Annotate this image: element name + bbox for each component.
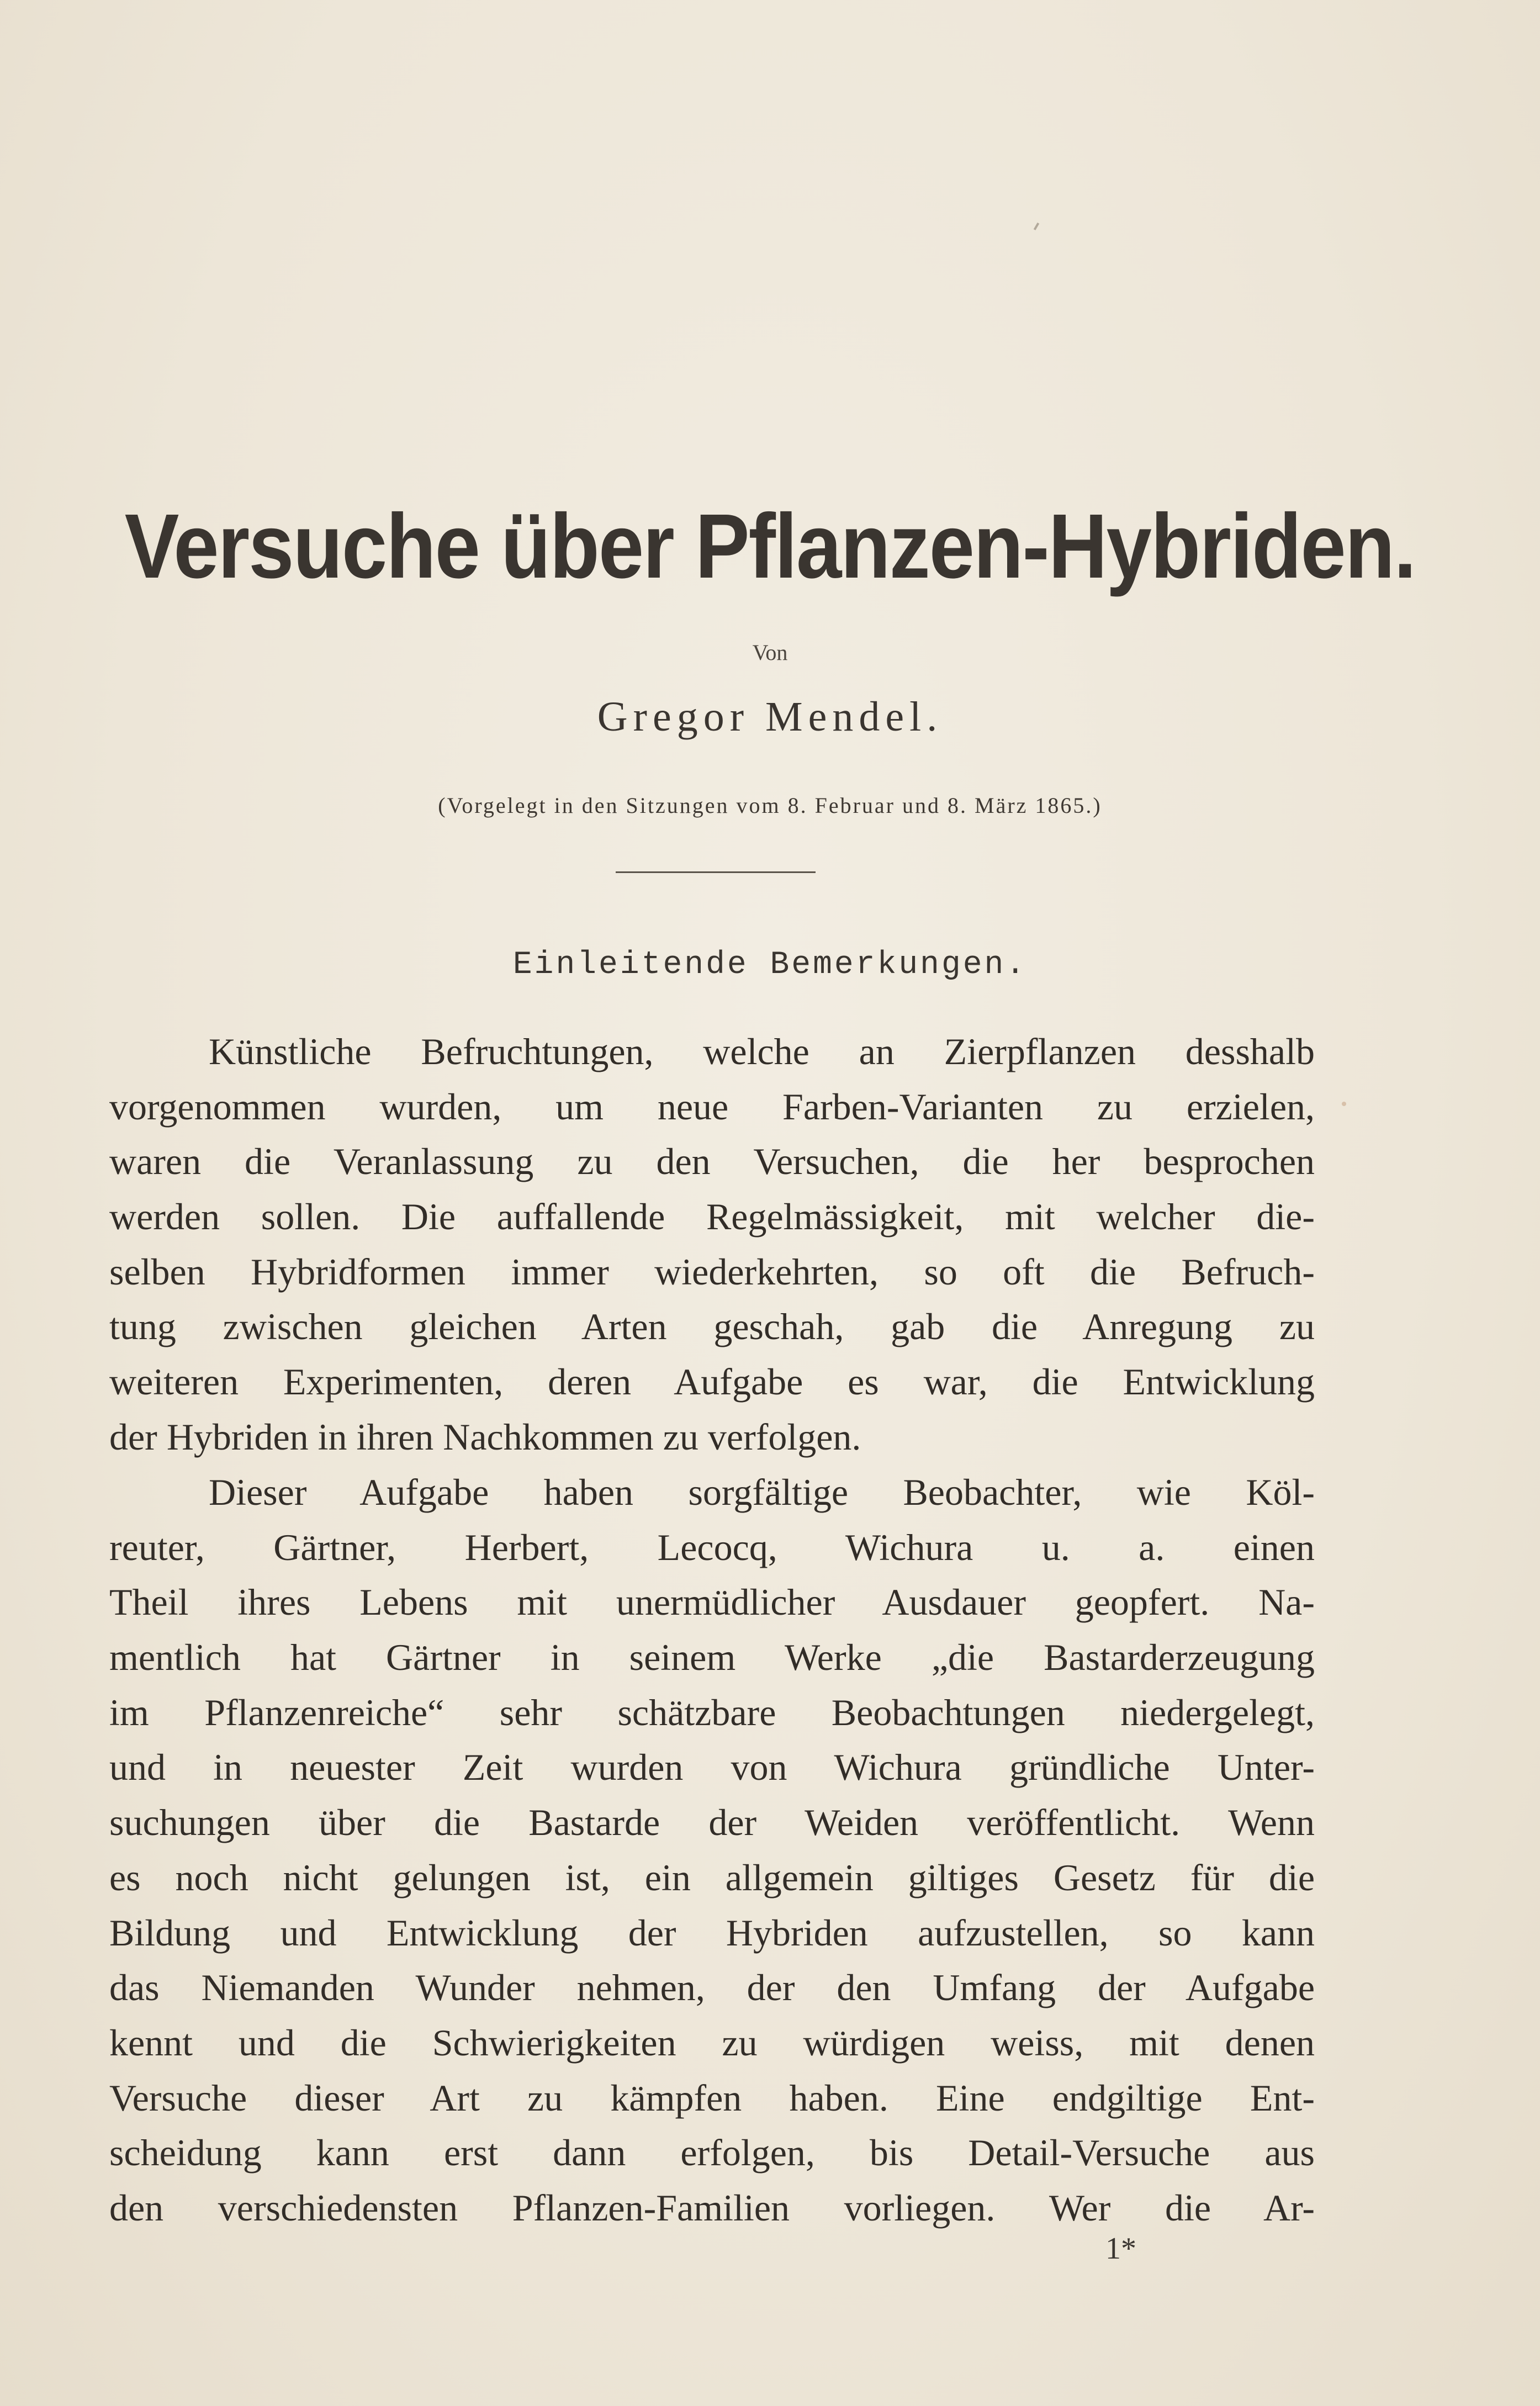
text-line: Dieser Aufgabe haben sorgfältige Beobachter, wie Köl- [209, 1471, 1315, 1513]
presentation-note: (Vorgelegt in den Sitzungen vom 8. Februar und 8. März 1865.) [438, 793, 1102, 818]
text-line: Theil ihres Lebens mit unermüdlicher Ausdauer geopfert. Na- [109, 1581, 1315, 1624]
text-line: Künstliche Befruchtungen, welche an Zierpflanzen desshalb [209, 1030, 1315, 1072]
text-line: kennt und die Schwierigkeiten zu würdigen weiss, mit denen [109, 2021, 1315, 2064]
text-line: Bildung und Entwicklung der Hybriden aufzustellen, so kann [109, 1911, 1315, 1954]
text-line: vorgenommen wurden, um neue Farben-Varianten zu erzielen, [109, 1085, 1315, 1128]
title-divider [616, 871, 816, 873]
text-line: tung zwischen gleichen Arten geschah, gab die Anregung zu [109, 1305, 1315, 1348]
text-line: den verschiedensten Pflanzen-Familien vorliegen. Wer die Ar- [109, 2186, 1315, 2229]
paragraph-2 [109, 1465, 1315, 2236]
text-line: werden sollen. Die auffallende Regelmässigkeit, mit welcher die- [109, 1196, 1315, 1238]
text-line: weiteren Experimenten, deren Aufgabe es war, die Entwicklung [109, 1361, 1315, 1403]
text-line: scheidung kann erst dann erfolgen, bis Detail-Versuche aus [109, 2132, 1315, 2174]
text-line: selben Hybridformen immer wiederkehrten, so oft die Befruch- [109, 1250, 1315, 1293]
paragraph-1 [109, 1024, 1315, 1465]
text-line: suchungen über die Bastarde der Weiden veröffentlicht. Wenn [109, 1801, 1315, 1844]
text-line: im Pflanzenreiche“ sehr schätzbare Beobachtungen niedergelegt, [109, 1691, 1315, 1733]
text-line: mentlich hat Gärtner in seinem Werke „die Bastarderzeugung [109, 1636, 1315, 1679]
paper-title: Versuche über Pflanzen-Hybriden. [124, 495, 1416, 597]
paper-speck [1034, 223, 1039, 230]
paper-speck [1342, 1102, 1346, 1106]
text-line: der Hybriden in ihren Nachkommen zu verfolgen. [109, 1415, 861, 1458]
byline-label: Von [752, 640, 788, 665]
text-line: Versuche dieser Art zu kämpfen haben. Eine endgiltige Ent- [109, 2076, 1315, 2119]
page-number: 1* [1105, 2232, 1136, 2266]
text-line: das Niemanden Wunder nehmen, der den Umfang der Aufgabe [109, 1966, 1315, 2009]
text-line: es noch nicht gelungen ist, ein allgemein giltiges Gesetz für die [109, 1856, 1315, 1899]
text-line: waren die Veranlassung zu den Versuchen, die her besprochen [109, 1140, 1315, 1183]
text-line: reuter, Gärtner, Herbert, Lecocq, Wichura u. a. einen [109, 1526, 1315, 1568]
author-name: Gregor Mendel. [597, 694, 943, 740]
section-heading: Einleitende Bemerkungen. [512, 947, 1028, 983]
text-line: und in neuester Zeit wurden von Wichura gründliche Unter- [109, 1746, 1315, 1789]
